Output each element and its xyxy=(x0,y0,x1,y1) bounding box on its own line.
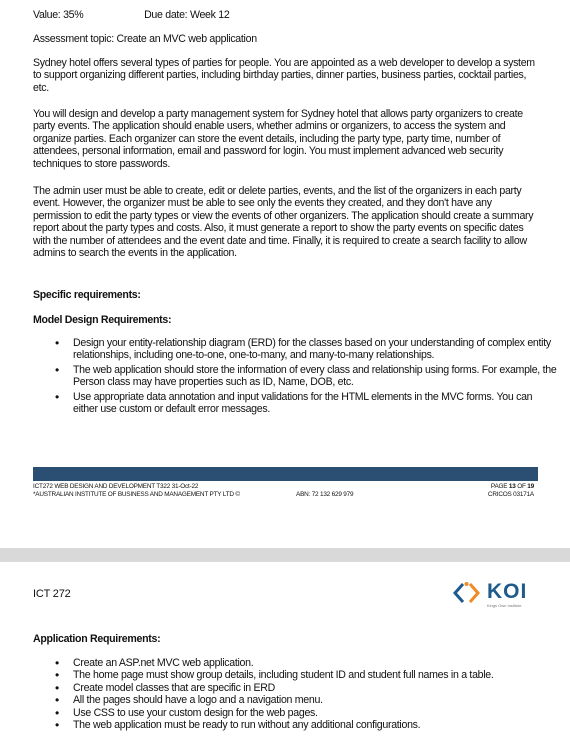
list-item: • All the pages should have a logo and a navigation menu. xyxy=(73,694,558,706)
logo-tagline: Kings Own Institute xyxy=(487,603,522,608)
intro-paragraph: Sydney hotel offers several types of parties for people. You are appointed as a web developer to develop a system to support organizing different parties, including birthday parties, dinner parties, business parties, cocktail parties, etc. xyxy=(33,57,535,94)
specific-requirements-heading: Specific requirements: xyxy=(33,289,141,301)
model-requirements-list xyxy=(33,337,558,417)
page-current: 13 xyxy=(508,483,516,490)
footer-institute: *AUSTRALIAN INSTITUTE OF BUSINESS AND MANAGEMENT PTY LTD © xyxy=(33,491,240,498)
document-page-14 xyxy=(0,562,570,752)
list-item: • Use CSS to use your custom design for the web pages. xyxy=(73,707,558,719)
application-requirements-list xyxy=(33,657,558,731)
design-paragraph: You will design and develop a party management system for Sydney hotel that allows party organizers to create party events. The application should enable users, whether admins or organizers, to access the system and organize parties. Each organizer can store the event details, including the party type, party time, number of attendees, personal information, email and password for login. You must implement advanced web security techniques to store passwords. xyxy=(33,108,523,170)
list-item: • The home page must show group details, including student ID and student full names in a table. xyxy=(73,669,558,681)
model-design-heading: Model Design Requirements: xyxy=(33,314,172,326)
footer-page-number: PAGE 13 OF 19 xyxy=(490,483,534,490)
assessment-topic: Assessment topic: Create an MVC web application xyxy=(33,33,257,45)
koi-logo xyxy=(451,580,541,608)
page-separator xyxy=(0,548,570,562)
page-total: 19 xyxy=(527,483,534,490)
list-item: • Create model classes that are specific in ERD xyxy=(73,682,558,694)
value-label: Value: 35% xyxy=(33,9,84,21)
list-item: • Design your entity-relationship diagram (ERD) for the classes based on your understanding of complex entity relationships, including one-to-one, one-to-many, and many-to-many relationships. xyxy=(73,337,558,362)
list-item: • The web application should store the information of every class and relationship using forms. For example, the Person class may have properties such as ID, Name, DOB, etc. xyxy=(73,364,558,389)
due-date-label: Due date: Week 12 xyxy=(144,9,230,21)
koi-chevron-icon xyxy=(451,581,485,605)
list-item: • The web application must be ready to run without any additional configurations. xyxy=(73,719,558,731)
footer-course: ICT272 WEB DESIGN AND DEVELOPMENT T322 31-Oct-22 xyxy=(33,483,199,490)
list-item: • Use appropriate data annotation and input validations for the HTML elements in the MVC forms. You can either use custom or default error messages. xyxy=(73,391,558,416)
assessment-meta xyxy=(33,9,229,21)
footer-cricos: CRICOS 03171A xyxy=(487,491,534,498)
logo-wordmark: KOI xyxy=(487,580,528,603)
application-requirements-heading: Application Requirements: xyxy=(33,633,161,645)
page-header-course: ICT 272 xyxy=(33,588,71,600)
list-item: • Create an ASP.net MVC web application. xyxy=(73,657,558,669)
footer-band xyxy=(33,467,538,481)
admin-paragraph: The admin user must be able to create, edit or delete parties, events, and the list of the organizers in each party event. However, the organizer must be able to see only the events they created, and they don't have any permission to edit the party types or view the events of other organizers. The application should create a summary report about the party types and costs. Also, it must generate a report to show the party events on specific dates with the number of attendees and the event date and time. Finally, it is required to create a search facility to allow admins to search the events in the application. xyxy=(33,185,534,260)
footer-abn: ABN: 72 132 629 979 xyxy=(296,491,354,498)
